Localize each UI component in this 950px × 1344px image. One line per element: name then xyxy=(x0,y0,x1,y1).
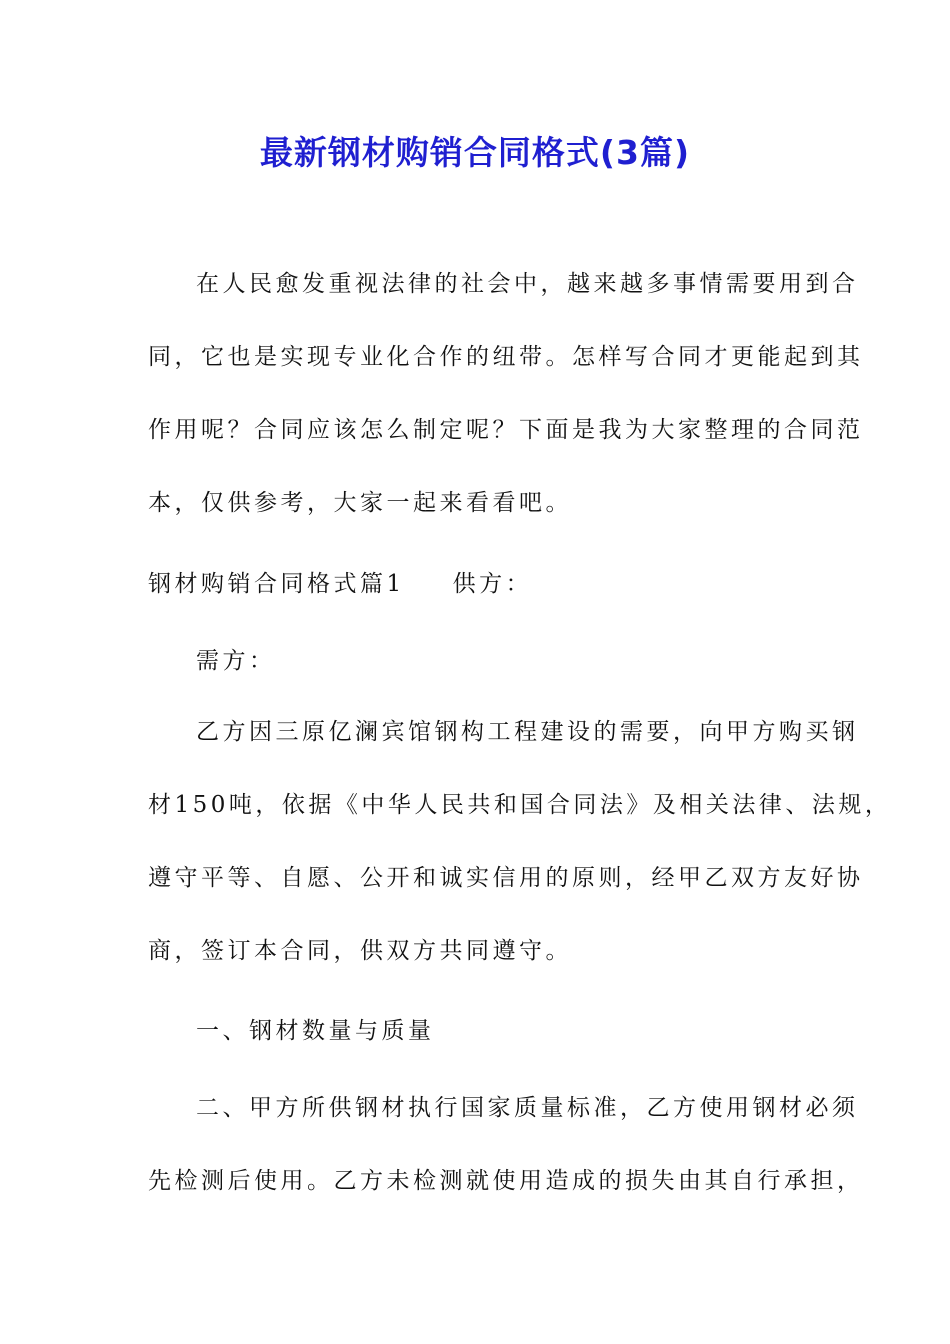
paragraph-line: 先检测后使用。乙方未检测就使用造成的损失由其自行承担， xyxy=(148,1168,864,1194)
supplier-label: 供方： xyxy=(452,571,533,597)
paragraph-line: 作用呢？合同应该怎么制定呢？下面是我为大家整理的合同范 xyxy=(148,417,864,443)
buyer-label: 需方： xyxy=(196,648,276,674)
paragraph-line: 同，它也是实现专业化合作的纽带。怎样写合同才更能起到其 xyxy=(148,344,864,370)
paragraph-line: 本，仅供参考，大家一起来看看吧。 xyxy=(148,490,572,516)
paragraph-line: 遵守平等、自愿、公开和诚实信用的原则，经甲乙双方友好协 xyxy=(148,865,864,891)
document-title: 最新钢材购销合同格式(3篇) xyxy=(259,133,691,172)
paragraph-line: 在人民愈发重视法律的社会中，越来越多事情需要用到合 xyxy=(196,271,859,297)
paragraph-line: 二、甲方所供钢材执行国家质量标准，乙方使用钢材必须 xyxy=(196,1095,859,1121)
section-heading-line xyxy=(148,568,532,600)
section-heading: 钢材购销合同格式篇1 xyxy=(148,571,405,597)
paragraph-line: 商，签订本合同，供双方共同遵守。 xyxy=(148,938,572,964)
paragraph-line: 材150吨，依据《中华人民共和国合同法》及相关法律、法规， xyxy=(148,792,892,818)
paragraph-line: 乙方因三原亿澜宾馆钢构工程建设的需要，向甲方购买钢 xyxy=(196,719,859,745)
clause-heading: 一、钢材数量与质量 xyxy=(196,1018,435,1044)
